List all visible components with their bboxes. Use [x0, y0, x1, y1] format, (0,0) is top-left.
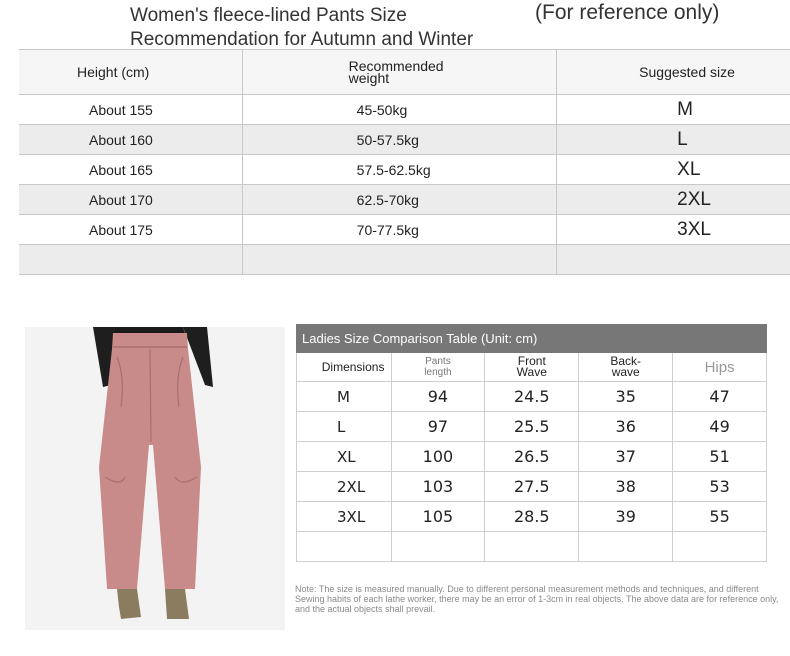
table-row-empty [19, 245, 790, 275]
height-cell: About 160 [19, 125, 242, 155]
height-cell: About 155 [19, 95, 242, 125]
height-cell: About 170 [19, 185, 242, 215]
table-row [19, 155, 790, 185]
size-cell: 3XL [557, 215, 790, 245]
table-row: L 97 25.5 36 49 [297, 412, 767, 442]
height-cell: About 165 [19, 155, 242, 185]
weight-cell: 45-50kg [242, 95, 557, 125]
table-row: XL 100 26.5 37 51 [297, 442, 767, 472]
header-dimensions: Dimensions [297, 353, 392, 382]
table-row [19, 185, 790, 215]
size-cell: M [557, 95, 790, 125]
size-recommendation-table [19, 49, 790, 275]
pants-illustration [25, 327, 285, 630]
header-hips: Hips [673, 353, 767, 382]
model-pants-photo [25, 327, 285, 630]
size-comparison-table [296, 324, 767, 562]
table-row: 2XL 103 27.5 38 53 [297, 472, 767, 502]
table-row [19, 95, 790, 125]
weight-cell: 70-77.5kg [242, 215, 557, 245]
table-row [19, 125, 790, 155]
table-row: 3XL 105 28.5 39 55 [297, 502, 767, 532]
size-cell: L [557, 125, 790, 155]
header-size: Suggested size [557, 50, 790, 95]
weight-cell: 50-57.5kg [242, 125, 557, 155]
page-title: Women's fleece-lined Pants Size Recommendation for Autumn and Winter [130, 5, 474, 50]
weight-cell: 57.5-62.5kg [242, 155, 557, 185]
size-cell: XL [557, 155, 790, 185]
header-front-wave: Front Wave [485, 353, 579, 382]
measurement-note: Note: The size is measured manually. Due to different personal measurement methods and techniques, and different Sewing habits of each lathe worker, there may be an error of 1-3cm in real objects. The above data are for reference only, and the actual objects shall prevail. [295, 584, 779, 614]
header-height: Height (cm) [19, 50, 242, 95]
header-weight: Recommended weight [242, 50, 557, 95]
table-header-row [19, 50, 790, 95]
page-subtitle: (For reference only) [535, 1, 720, 24]
table-row: M 94 24.5 35 47 [297, 382, 767, 412]
left-boot [117, 589, 141, 619]
header-pants-length: Pants length [391, 353, 485, 382]
height-cell: About 175 [19, 215, 242, 245]
comparison-caption: Ladies Size Comparison Table (Unit: cm) [297, 325, 767, 353]
table-row [19, 215, 790, 245]
right-boot [165, 589, 189, 619]
shirt-hem [115, 327, 185, 333]
size-cell: 2XL [557, 185, 790, 215]
weight-cell: 62.5-70kg [242, 185, 557, 215]
comparison-header-row [297, 353, 767, 382]
table-row-empty [297, 532, 767, 562]
header-back-wave: Back-wave [579, 353, 673, 382]
